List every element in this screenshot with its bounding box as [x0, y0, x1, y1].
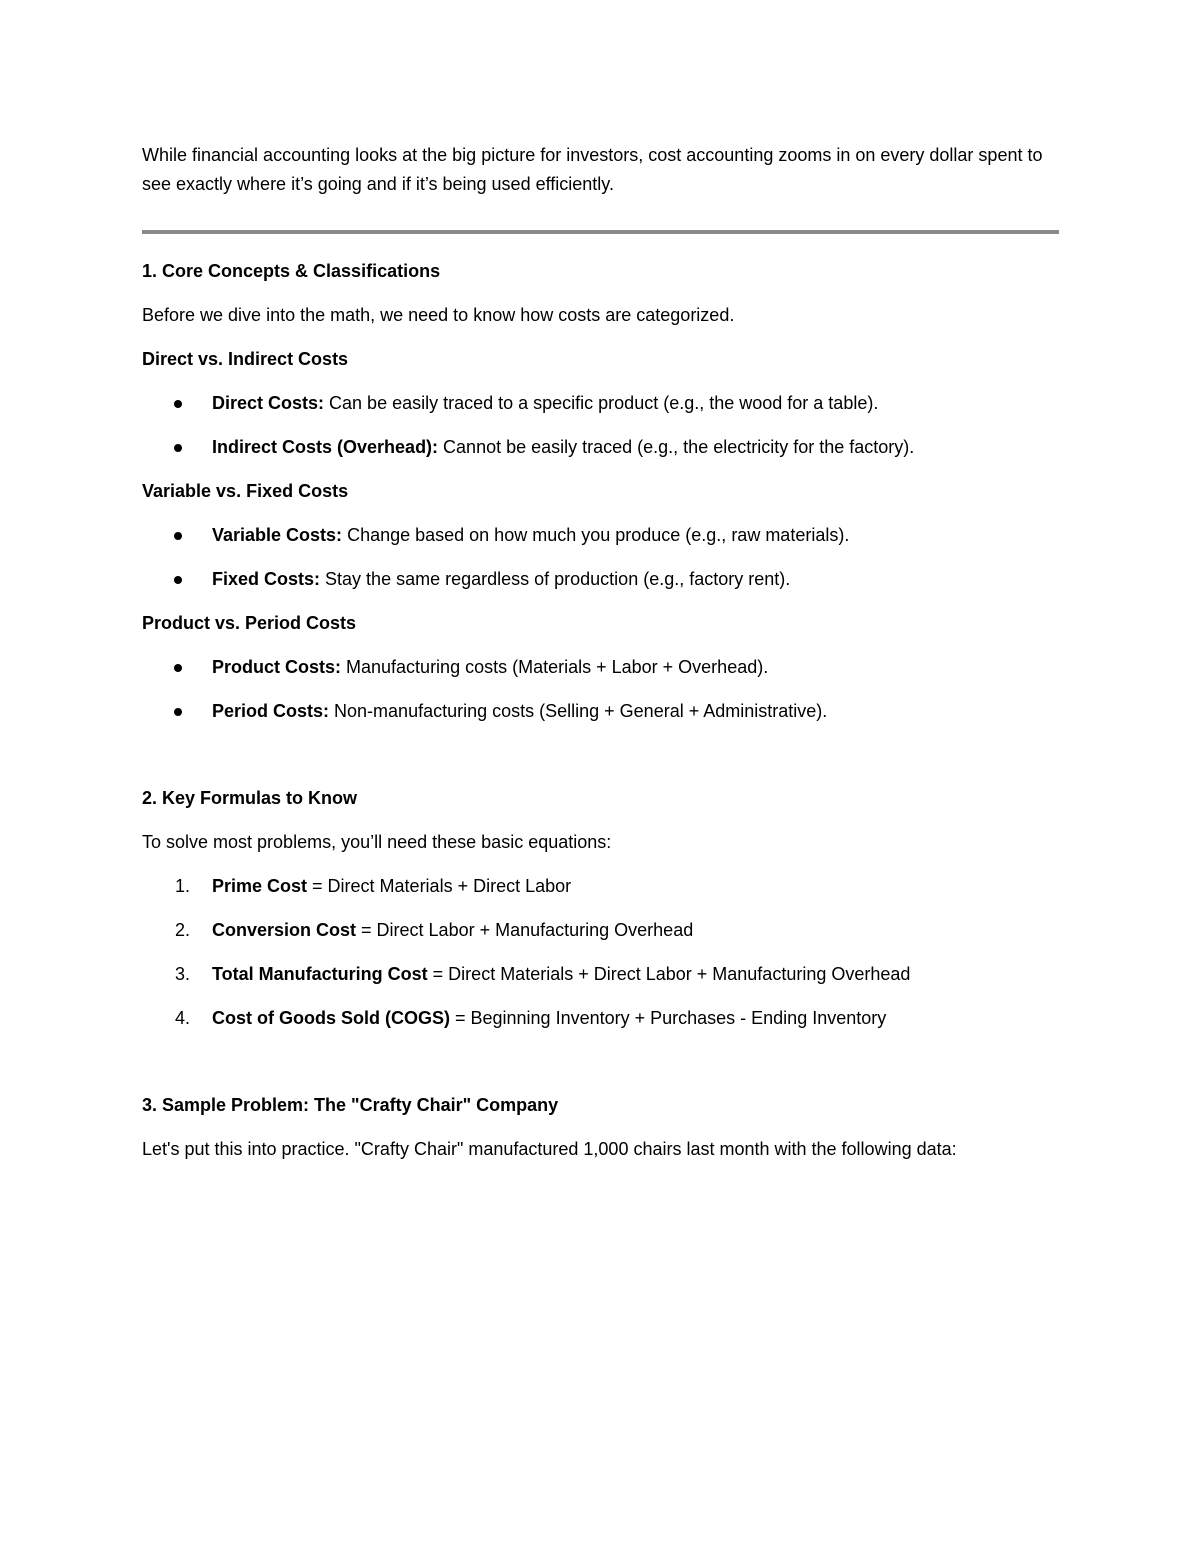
- list-item-text: Cannot be easily traced (e.g., the electricity for the factory).: [438, 437, 915, 457]
- formula-text: = Beginning Inventory + Purchases - Ending Inventory: [449, 1008, 887, 1028]
- list-item-term: Variable Costs:: [212, 525, 343, 545]
- section-1-title: 1. Core Concepts & Classifications: [142, 261, 441, 281]
- list-item-text: Stay the same regardless of production (e.g., factory rent).: [320, 569, 791, 589]
- formula-text: = Direct Materials + Direct Labor: [307, 876, 572, 896]
- list-item-term: Product Costs:: [212, 657, 342, 677]
- list-item: [142, 521, 1060, 550]
- intro-paragraph: While financial accounting looks at the big picture for investors, cost accounting zooms in on every dollar spent to see exactly where it’s going and if it’s being used efficiently.: [142, 145, 1043, 194]
- list-number: 2.: [175, 920, 191, 940]
- formula-text: = Direct Labor + Manufacturing Overhead: [356, 920, 694, 940]
- formula-item: [142, 872, 1060, 901]
- section-2-title: 2. Key Formulas to Know: [142, 788, 358, 808]
- section-2-lead: To solve most problems, you’ll need these basic equations:: [142, 832, 612, 852]
- document-body: [142, 141, 1060, 1164]
- bullet-icon: [174, 708, 182, 716]
- list-item: [142, 433, 1060, 462]
- list-item: [142, 389, 1060, 418]
- list-item-text: Change based on how much you produce (e.g., raw materials).: [342, 525, 850, 545]
- formula-term: Cost of Goods Sold (COGS): [212, 1008, 450, 1028]
- list-item-text: Manufacturing costs (Materials + Labor + Overhead).: [341, 657, 769, 677]
- section-1-lead: Before we dive into the math, we need to know how costs are categorized.: [142, 305, 735, 325]
- list-item: [142, 653, 1060, 682]
- bullet-icon: [174, 400, 182, 408]
- formula-list: [142, 872, 1060, 1033]
- bullet-list-variable-fixed: [142, 521, 1060, 594]
- list-number: 3.: [175, 964, 191, 984]
- section-3-title: 3. Sample Problem: The "Crafty Chair" Company: [142, 1095, 559, 1115]
- formula-item: [142, 960, 1060, 989]
- bullet-icon: [174, 444, 182, 452]
- horizontal-divider: [142, 230, 1059, 234]
- list-item: [142, 565, 1060, 594]
- formula-item: [142, 916, 1060, 945]
- list-item-text: Non-manufacturing costs (Selling + General + Administrative).: [329, 701, 828, 721]
- group-heading-product-period: Product vs. Period Costs: [142, 613, 357, 633]
- group-heading-direct-indirect: Direct vs. Indirect Costs: [142, 349, 349, 369]
- list-item-term: Indirect Costs (Overhead):: [212, 437, 439, 457]
- list-item-text: Can be easily traced to a specific product (e.g., the wood for a table).: [324, 393, 879, 413]
- formula-item: [142, 1004, 1060, 1033]
- bullet-icon: [174, 532, 182, 540]
- formula-term: Prime Cost: [212, 876, 308, 896]
- formula-text: = Direct Materials + Direct Labor + Manufacturing Overhead: [427, 964, 911, 984]
- bullet-icon: [174, 664, 182, 672]
- bullet-icon: [174, 576, 182, 584]
- list-number: 4.: [175, 1008, 191, 1028]
- group-heading-variable-fixed: Variable vs. Fixed Costs: [142, 481, 349, 501]
- list-item: [142, 697, 1060, 726]
- formula-term: Total Manufacturing Cost: [212, 964, 428, 984]
- list-item-term: Period Costs:: [212, 701, 330, 721]
- list-item-term: Direct Costs:: [212, 393, 325, 413]
- list-number: 1.: [175, 876, 191, 896]
- list-item-term: Fixed Costs:: [212, 569, 321, 589]
- formula-term: Conversion Cost: [212, 920, 357, 940]
- bullet-list-product-period: [142, 653, 1060, 726]
- bullet-list-direct-indirect: [142, 389, 1060, 462]
- section-3-lead: Let's put this into practice. "Crafty Chair" manufactured 1,000 chairs last month with the following data:: [142, 1139, 957, 1159]
